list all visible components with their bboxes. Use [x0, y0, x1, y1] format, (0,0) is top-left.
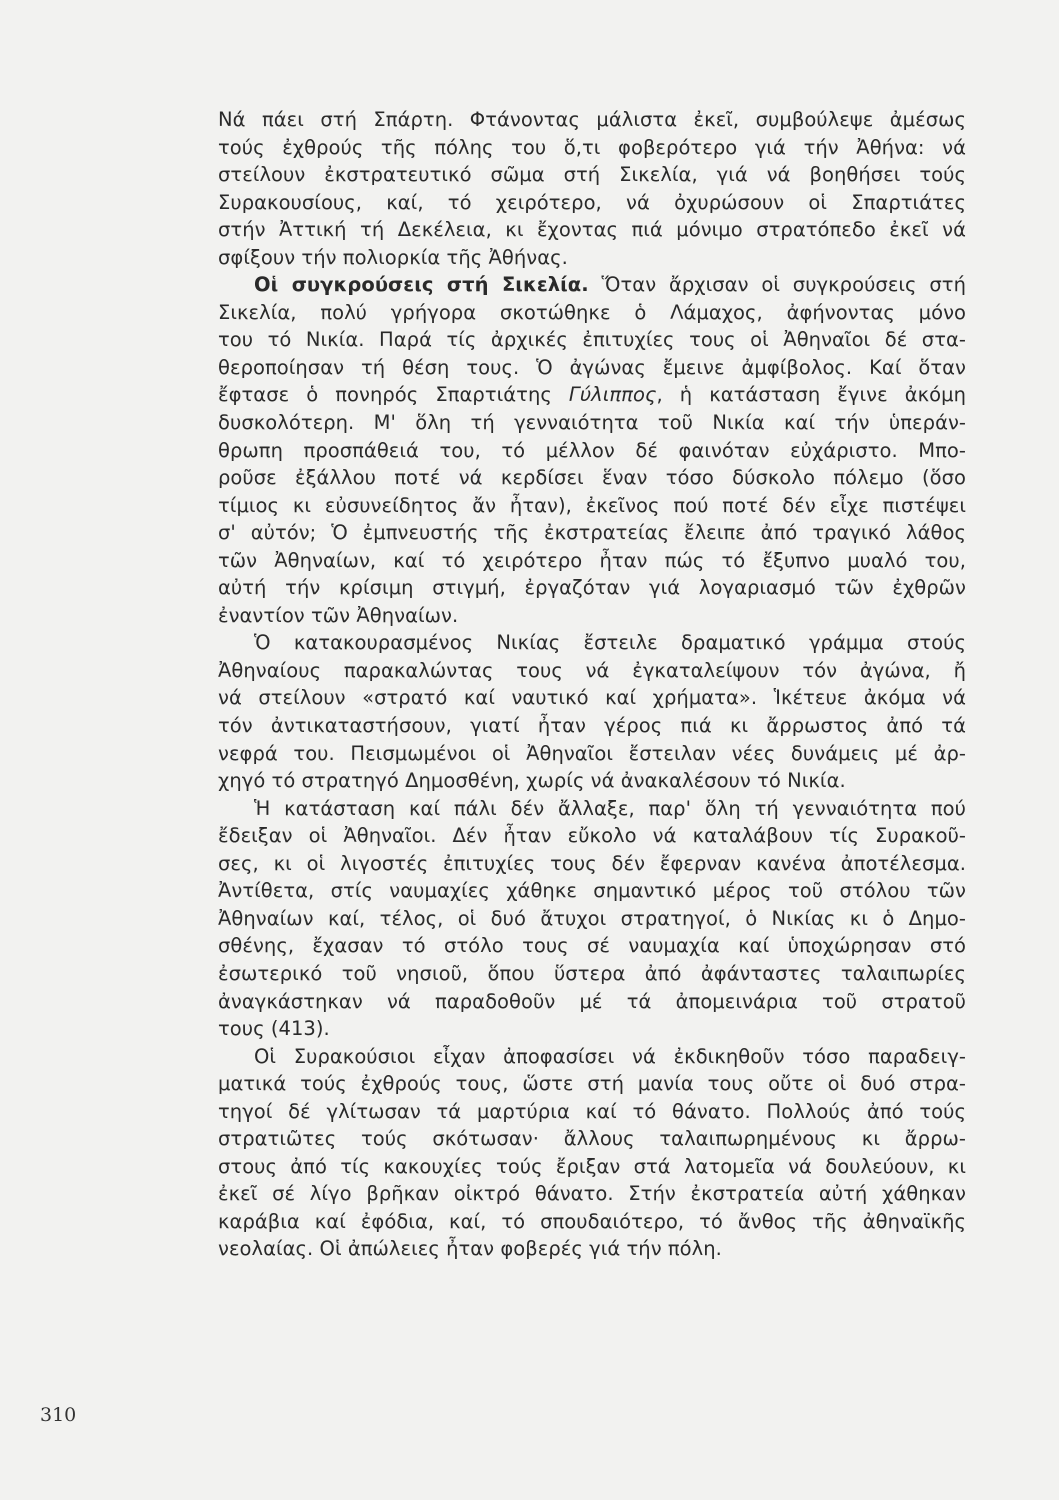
text-line: νεολαίας. Οἱ ἀπώλειες ἦταν φοβερές γιά τήν πόλη.: [218, 1237, 722, 1261]
text-line: ἀναγκάστηκαν νά παραδοθοῦν μέ τά ἀπομεινάρια τοῦ στρατοῦ: [218, 989, 966, 1013]
text-line: ἐκεῖ σέ λίγο βρῆκαν οἰκτρό θάνατο. Στήν ἐκστρατεία αὐτή χάθηκαν: [218, 1182, 966, 1206]
text-line: σθένης, ἔχασαν τό στόλο τους σέ ναυμαχία καί ὑποχώρησαν στό: [218, 934, 966, 958]
page-number: 310: [40, 1404, 77, 1426]
text-line: Ἡ κατάσταση καί πάλι δέν ἄλλαξε, παρ' ὅλη τή γενναιότητα πού: [254, 796, 966, 820]
text-line: τους (413).: [218, 1017, 330, 1041]
text-line: ροῦσε ἐξάλλου ποτέ νά κερδίσει ἕναν τόσο δύσκολο πόλεμο (ὅσο: [218, 466, 966, 490]
paragraph: [218, 629, 966, 794]
text-line: τηγοί δέ γλίτωσαν τά μαρτύρια καί τό θάνατο. Πολλούς ἀπό τούς: [218, 1099, 966, 1123]
text-line: θεροποίησαν τή θέση τους. Ὁ ἀγώνας ἔμεινε ἀμφίβολος. Καί ὅταν: [218, 355, 966, 379]
text-line: Ἀντίθετα, στίς ναυμαχίες χάθηκε σημαντικό μέρος τοῦ στόλου τῶν: [218, 879, 966, 903]
text-line: νά στείλουν «στρατό καί ναυτικό καί χρήματα». Ἱκέτευε ἀκόμα νά: [218, 686, 966, 710]
text-line: νεφρά του. Πεισμωμένοι οἱ Ἀθηναῖοι ἔστειλαν νέες δυνάμεις μέ ἀρ-: [218, 741, 966, 765]
body-text: [218, 106, 966, 1263]
paragraph: [218, 106, 966, 271]
text-line: καράβια καί ἐφόδια, καί, τό σπουδαιότερο, τό ἄνθος τῆς ἀθηναϊκῆς: [218, 1209, 966, 1233]
bleed-through-margin-note: [30, 1052, 160, 1063]
text-line: στρατιῶτες τούς σκότωσαν· ἄλλους ταλαιπωρημένους κι ἄρρω-: [218, 1127, 966, 1151]
text-line: στείλουν ἐκστρατευτικό σῶμα στή Σικελία, γιά νά βοηθήσει τούς: [218, 163, 966, 187]
text-line: Ἀθηναίους παρακαλώντας τους νά ἐγκαταλείψουν τόν ἀγώνα, ἤ: [218, 658, 966, 682]
text-line: τῶν Ἀθηναίων, καί τό χειρότερο ἦταν πώς τό ἔξυπνο μυαλό του,: [218, 548, 966, 572]
section-heading: Οἱ συγκρούσεις στή Σικελία.: [254, 273, 589, 297]
text-line: στήν Ἀττική τή Δεκέλεια, κι ἔχοντας πιά μόνιμο στρατόπεδο ἐκεῖ νά: [218, 218, 966, 242]
text-line: τούς ἐχθρούς τῆς πόλης του ὅ,τι φοβερότερο γιά τήν Ἀθήνα: νά: [218, 135, 966, 159]
text-line: Νά πάει στή Σπάρτη. Φτάνοντας μάλιστα ἐκεῖ, συμβούλεψε ἀμέσως: [218, 108, 966, 131]
text-line: θρωπη προσπάθειά του, τό μέλλον δέ φαινόταν εὐχάριστο. Μπο-: [218, 438, 966, 462]
text-line: σφίξουν τήν πολιορκία τῆς Ἀθήνας.: [218, 245, 568, 269]
text-line: δυσκολότερη. Μ' ὅλη τή γενναιότητα τοῦ Νικία καί τήν ὑπεράν-: [218, 411, 966, 435]
text-line: Συρακουσίους, καί, τό χειρότερο, νά ὀχυρώσουν οἱ Σπαρτιάτες: [218, 190, 966, 214]
text-line: ἐναντίον τῶν Ἀθηναίων.: [218, 603, 459, 627]
text-line: τίμιος κι εὐσυνείδητος ἄν ἦταν), ἐκεῖνος πού ποτέ δέν εἶχε πιστέψει: [218, 493, 966, 517]
text-line: τόν ἀντικαταστήσουν, γιατί ἦταν γέρος πιά κι ἄρρωστος ἀπό τά: [218, 714, 966, 738]
paragraph: [218, 795, 966, 1043]
text-line: Ἀθηναίων καί, τέλος, οἱ δυό ἄτυχοι στρατηγοί, ὁ Νικίας κι ὁ Δημο-: [218, 906, 966, 930]
text-line: Οἱ συγκρούσεις στή Σικελία. Ὅταν ἄρχισαν οἱ συγκρούσεις στή: [254, 273, 966, 297]
text-line: ματικά τούς ἐχθρούς τους, ὥστε στή μανία τους οὔτε οἱ δυό στρα-: [218, 1072, 966, 1096]
text-line: στους ἀπό τίς κακουχίες τούς ἔριξαν στά λατομεῖα νά δουλεύουν, κι: [218, 1154, 966, 1178]
text-line: Ὁ κατακουρασμένος Νικίας ἔστειλε δραματικό γράμμα στούς: [254, 631, 966, 655]
text-line: ἔδειξαν οἱ Ἀθηναῖοι. Δέν ἦταν εὔκολο νά καταλάβουν τίς Συρακοῦ-: [218, 824, 966, 848]
text-line: του τό Νικία. Παρά τίς ἀρχικές ἐπιτυχίες τους οἱ Ἀθηναῖοι δέ στα-: [218, 328, 966, 352]
text-line: ἐσωτερικό τοῦ νησιοῦ, ὅπου ὕστερα ἀπό ἀφάνταστες ταλαιπωρίες: [218, 961, 966, 985]
text-line: Οἱ Συρακούσιοι εἶχαν ἀποφασίσει νά ἐκδικηθοῦν τόσο παραδειγ-: [254, 1044, 966, 1068]
text-line: Σικελία, πολύ γρήγορα σκοτώθηκε ὁ Λάμαχος, ἀφήνοντας μόνο: [218, 300, 966, 324]
text-line: ἔφτασε ὁ πονηρός Σπαρτιάτης Γύλιππος, ἡ κατάσταση ἔγινε ἀκόμη: [218, 383, 966, 407]
paragraph: [218, 1043, 966, 1263]
paragraph: [218, 271, 966, 629]
person-name-italic: Γύλιππος: [568, 383, 657, 407]
text-line: χηγό τό στρατηγό Δημοσθένη, χωρίς νά ἀνακαλέσουν τό Νικία.: [218, 769, 846, 793]
text-line: αὐτή τήν κρίσιμη στιγμή, ἐργαζόταν γιά λογαριασμό τῶν ἐχθρῶν: [218, 576, 966, 600]
text-line: σ' αὐτόν; Ὁ ἐμπνευστής τῆς ἐκστρατείας ἔλειπε ἀπό τραγικό λάθος: [218, 521, 966, 545]
text-line: σες, κι οἱ λιγοστές ἐπιτυχίες τους δέν ἔφερναν κανένα ἀποτέλεσμα.: [218, 851, 966, 875]
